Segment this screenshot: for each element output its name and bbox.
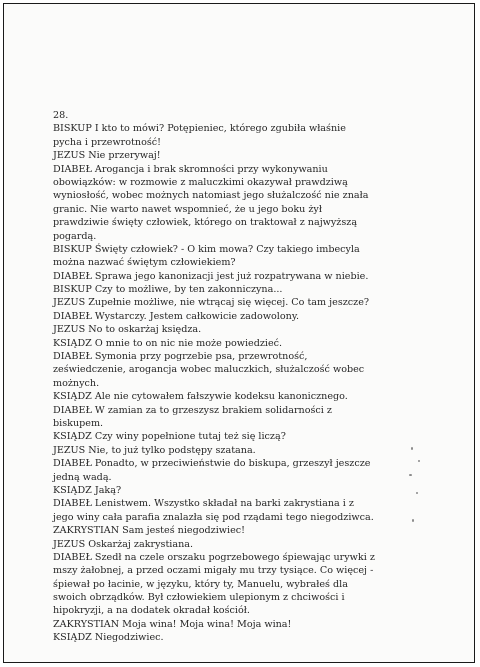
text-line: DIABEŁ Ponadto, w przeciwieństwie do biskupa, grzeszył jeszcze: [53, 458, 371, 470]
text-line: jego winy cała parafia znalazła się pod rządami tego niegodziwca.: [53, 511, 374, 523]
text-line: hipokryzji, a na dodatek okradał kościół.: [53, 605, 250, 617]
text-line: JEZUS No to oskarżaj księdza.: [53, 324, 202, 336]
text-line: DIABEŁ Lenistwem. Wszystko składał na barki zakrystiana i z: [53, 498, 354, 510]
text-line: DIABEŁ W zamian za to grzeszysz brakiem solidarności z: [53, 404, 332, 416]
page-number: 28.: [53, 110, 69, 121]
text-line: mszy żałobnej, a przed oczami migały mu trzy tysiące. Co więcej -: [53, 565, 374, 577]
text-line: BISKUP I kto to mówi? Potępieniec, którego zgubiła właśnie: [53, 123, 346, 135]
text-line: DIABEŁ Arogancja i brak skromności przy wykonywaniu: [53, 163, 328, 175]
dialogue-lines: [53, 122, 413, 644]
text-line: wyniosłość, wobec możnych natomiast jego służalczość nie znała: [53, 190, 369, 202]
text-line: KSIĄDZ Niegodziwiec.: [53, 632, 164, 644]
print-speck: [416, 492, 418, 494]
text-line: BISKUP Święty człowiek? - O kim mowa? Czy takiego imbecyla: [53, 243, 360, 255]
text-line: JEZUS Nie przerywaj!: [53, 150, 161, 162]
text-line: śpiewał po łacinie, w języku, który ty, Manuelu, wybrałeś dla: [53, 578, 348, 590]
text-line: KSIĄDZ Jaką?: [53, 484, 122, 496]
text-line: jedną wadą.: [53, 471, 112, 483]
text-line: KSIĄDZ Ale nie cytowałem fałszywie kodeksu kanonicznego.: [53, 391, 348, 403]
text-line: pycha i przewrotność!: [53, 136, 161, 148]
text-line: obowiązków: w rozmowie z maluczkimi okazywał prawdziwą: [53, 176, 348, 188]
text-line: DIABEŁ Szedł na czele orszaku pogrzebowego śpiewając urywki z: [53, 551, 375, 563]
text-line: DIABEŁ Wystarczy. Jestem całkowicie zadowolony.: [53, 310, 300, 322]
text-line: JEZUS Oskarżaj zakrystiana.: [53, 538, 194, 550]
text-line: prawdziwie święty człowiek, którego on traktował z najwyższą: [53, 217, 358, 229]
text-line: KSIĄDZ Czy winy popełnione tutaj też się liczą?: [53, 431, 286, 443]
text-line: pogardą.: [53, 230, 97, 242]
text-line: JEZUS Zupełnie możliwe, nie wtrącaj się więcej. Co tam jeszcze?: [53, 297, 370, 309]
text-line: można nazwać świętym człowiekiem?: [53, 257, 236, 269]
text-line: swoich obrządków. Był człowiekiem ulepionym z chciwości i: [53, 592, 345, 604]
text-line: granic. Nie warto nawet wspomnieć, że u jego boku żył: [53, 203, 322, 215]
text-line: biskupem.: [53, 417, 104, 429]
text-line: KSIĄDZ O mnie to on nic nie może powiedzieć.: [53, 337, 283, 349]
text-line: BISKUP Czy to możliwe, by ten zakonniczyna...: [53, 284, 283, 296]
print-speck: [418, 460, 420, 462]
text-line: DIABEŁ Sprawa jego kanonizacji jest już rozpatrywana w niebie.: [53, 270, 369, 282]
text-line: ZAKRYSTIAN Moja wina! Moja wina! Moja wina!: [53, 618, 292, 630]
text-line: możnych.: [53, 377, 100, 389]
document-body: [53, 109, 413, 645]
text-line: ZAKRYSTIAN Sam jesteś niegodziwiec!: [53, 525, 245, 537]
text-line: JEZUS Nie, to już tylko podstępy szatana.: [53, 444, 256, 456]
text-line: DIABEŁ Symonia przy pogrzebie psa, przewrotność,: [53, 351, 308, 363]
text-line: zeświedczenie, arogancja wobec maluczkich, służalczość wobec: [53, 364, 365, 376]
